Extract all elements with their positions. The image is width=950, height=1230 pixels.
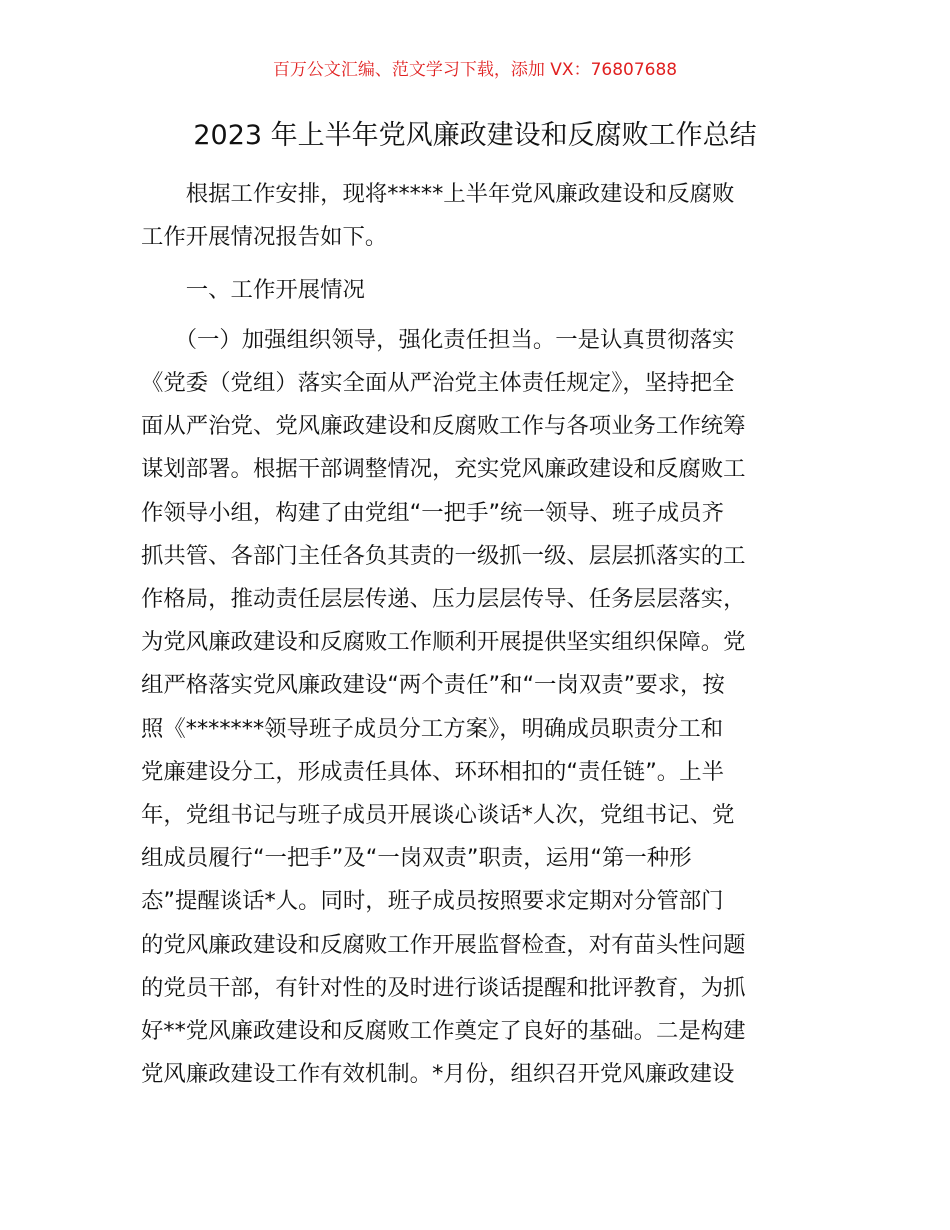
paragraph-line: 作格局，推动责任层层传递、压力层层传导、任务层层落实， xyxy=(141,586,746,612)
paragraph-line: 《党委（党组）落实全面从严治党主体责任规定》，坚持把全 xyxy=(141,370,735,396)
paragraph-line: 组严格落实党风廉政建设“两个责任”和“一岗双责”要求，按 xyxy=(141,672,725,698)
paragraph-line: 党风廉政建设工作有效机制。*月份，组织召开党风廉政建设 xyxy=(141,1061,735,1087)
paragraph-line: 面从严治党、党风廉政建设和反腐败工作与各项业务工作统筹 xyxy=(141,413,746,439)
paragraph-line: 年，党组书记与班子成员开展谈心谈话*人次，党组书记、党 xyxy=(141,802,735,828)
paragraph-line: 抓共管、各部门主任各负其责的一级抓一级、层层抓落实的工 xyxy=(141,543,746,569)
paragraph-line: 根据工作安排，现将*****上半年党风廉政建设和反腐败 xyxy=(141,181,735,207)
paragraph-line: 党廉建设分工，形成责任具体、环环相扣的“责任链”。上半 xyxy=(141,759,724,785)
paragraph-line: 为党风廉政建设和反腐败工作顺利开展提供坚实组织保障。党 xyxy=(141,629,746,655)
paragraph-line: 工作开展情况报告如下。 xyxy=(141,224,388,250)
paragraph-line: 组成员履行“一把手”及“一岗双责”职责，运用“第一种形 xyxy=(141,845,692,871)
header-watermark: 百万公文汇编、范文学习下载，添加 VX：76807688 xyxy=(272,60,678,80)
paragraph-line: 作领导小组，构建了由党组“一把手”统一领导、班子成员齐 xyxy=(141,500,724,526)
paragraph-line: 的党员干部，有针对性的及时进行谈话提醒和批评教育，为抓 xyxy=(141,975,746,1001)
paragraph-line: 态”提醒谈话*人。同时，班子成员按照要求定期对分管部门 xyxy=(141,888,724,914)
paragraph-line: 的党风廉政建设和反腐败工作开展监督检查，对有苗头性问题 xyxy=(141,932,746,958)
paragraph-line: （一）加强组织领导，强化责任担当。一是认真贯彻落实 xyxy=(141,327,735,353)
document-title: 2023 年上半年党风廉政建设和反腐败工作总结 xyxy=(193,120,757,151)
paragraph-line: 谋划部署。根据干部调整情况，充实党风廉政建设和反腐败工 xyxy=(141,456,746,482)
paragraph-line: 好**党风廉政建设和反腐败工作奠定了良好的基础。二是构建 xyxy=(141,1018,746,1044)
section-heading: 一、工作开展情况 xyxy=(141,277,365,303)
paragraph-line: 照《*******领导班子成员分工方案》，明确成员职责分工和 xyxy=(141,716,724,742)
